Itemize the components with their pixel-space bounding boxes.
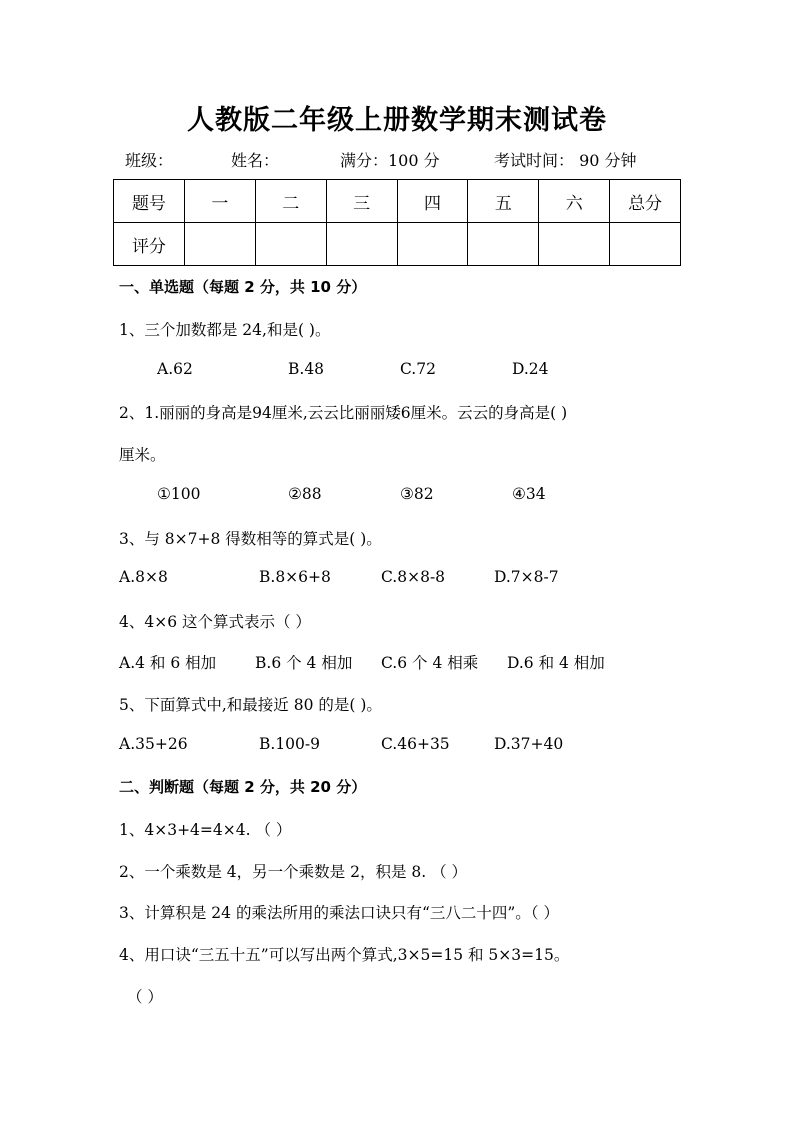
table-cell: 四	[397, 180, 468, 223]
score-cell[interactable]	[397, 223, 468, 266]
exam-time-label: 考试时间： 90 分钟	[494, 151, 637, 170]
option: A.8×8	[119, 568, 168, 586]
exam-title: 人教版二年级上册数学期末测试卷	[187, 105, 607, 136]
score-cell[interactable]	[184, 223, 255, 266]
question-text: 3、与 8×7+8 得数相等的算式是( )。	[119, 530, 382, 548]
option: ②88	[288, 485, 322, 503]
option: B.100-9	[259, 735, 321, 753]
option: ③82	[400, 485, 434, 503]
score-cell[interactable]	[255, 223, 326, 266]
score-table-row-header	[114, 180, 681, 223]
table-cell: 六	[539, 180, 610, 223]
question-text: 1、4×3+4=4×4. （ ）	[119, 821, 292, 839]
question-text: 4、4×6 这个算式表示（ ）	[119, 613, 311, 631]
option: D.6 和 4 相加	[507, 654, 605, 672]
score-cell[interactable]	[468, 223, 539, 266]
question-text: 2、1.丽丽的身高是94厘米,云云比丽丽矮6厘米。云云的身高是( )	[119, 404, 568, 422]
option: B.8×6+8	[259, 568, 331, 586]
table-cell: 总分	[610, 180, 681, 223]
table-cell: 评分	[114, 223, 185, 266]
question-text: 5、下面算式中,和最接近 80 的是( )。	[119, 696, 382, 714]
class-label: 班级：	[125, 151, 174, 170]
option: B.6 个 4 相加	[255, 654, 353, 672]
table-cell: 一	[184, 180, 255, 223]
question-text: 4、用口诀“三五十五”可以写出两个算式,3×5=15 和 5×3=15。	[119, 946, 570, 964]
option: A.35+26	[119, 735, 188, 753]
question-text: 2、一个乘数是 4，另一个乘数是 2，积是 8. （ ）	[119, 863, 468, 881]
option: D.37+40	[494, 735, 564, 753]
table-cell: 三	[326, 180, 397, 223]
option: C.8×8-8	[381, 568, 446, 586]
option: C.6 个 4 相乘	[381, 654, 479, 672]
option: ①100	[157, 485, 201, 503]
option: C.72	[400, 360, 436, 378]
score-table	[113, 179, 681, 266]
score-cell[interactable]	[610, 223, 681, 266]
question-text: 3、计算积是 24 的乘法所用的乘法口诀只有“三八二十四”。（ ）	[119, 904, 559, 922]
option: A.62	[157, 360, 193, 378]
question-text-continued: （ ）	[127, 988, 163, 1006]
table-cell: 五	[468, 180, 539, 223]
option: D.7×8-7	[494, 568, 559, 586]
score-table-row-scores	[114, 223, 681, 266]
section-heading: 一、单选题（每题 2 分，共 10 分）	[119, 278, 367, 296]
question-text-continued: 厘米。	[119, 446, 166, 464]
score-cell[interactable]	[539, 223, 610, 266]
section-heading: 二、判断题（每题 2 分，共 20 分）	[119, 778, 367, 796]
question-text: 1、三个加数都是 24,和是( )。	[119, 321, 331, 339]
table-cell: 题号	[114, 180, 185, 223]
option: D.24	[512, 360, 549, 378]
option: ④34	[512, 485, 546, 503]
option: B.48	[288, 360, 325, 378]
option: C.46+35	[381, 735, 450, 753]
table-cell: 二	[255, 180, 326, 223]
name-label: 姓名：	[231, 151, 280, 170]
option: A.4 和 6 相加	[119, 654, 217, 672]
full-score-label: 满分：100 分	[340, 151, 440, 170]
score-cell[interactable]	[326, 223, 397, 266]
